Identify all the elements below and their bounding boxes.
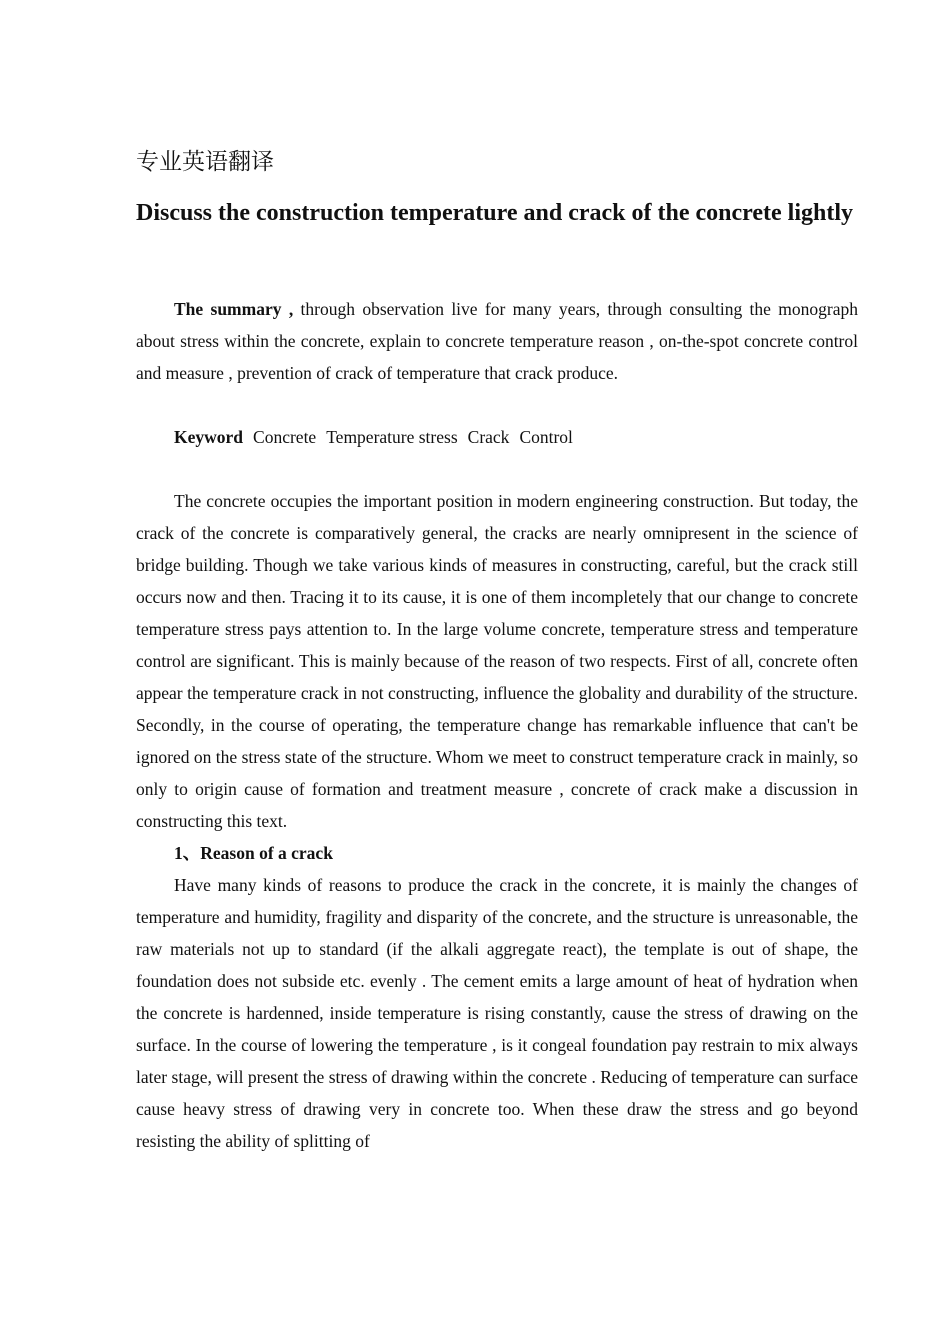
keyword-item: Temperature stress: [326, 427, 458, 447]
intro-paragraph: The concrete occupies the important position in modern engineering construction. But today, the crack of the concrete is comparatively general, the cracks are nearly omnipresent in the science of bridge building. Though we take various kinds of measures in constructing, careful, but the crack still occurs now and then. Tracing it to its cause, it is one of them incompletely that our change to concrete temperature stress pays attention to. In the large volume concrete, temperature stress and temperature control are significant. This is mainly because of the reason of two respects. First of all, concrete often appear the temperature crack in not constructing, influence the globality and durability of the structure. Secondly, in the course of operating, the temperature change has remarkable influence that can't be ignored on the stress state of the structure. Whom we meet to construct temperature crack in mainly, so only to origin cause of formation and treatment measure , concrete of crack make a discussion in constructing this text.: [136, 491, 858, 831]
keyword-item: Crack: [467, 427, 510, 447]
keyword-item: Concrete: [253, 427, 317, 447]
document-page: [136, 140, 858, 1157]
section-heading: 1、Reason of a crack: [174, 843, 333, 863]
summary-label: The summary ,: [174, 299, 294, 319]
keyword-item: Control: [519, 427, 573, 447]
keyword-line: [136, 421, 858, 453]
keyword-label: Keyword: [174, 427, 244, 447]
section-paragraph: Have many kinds of reasons to produce the crack in the concrete, it is mainly the changes of temperature and humidity, fragility and disparity of the concrete, and the structure is unreasonable, the raw materials not up to standard (if the alkali aggregate react), the template is out of shape, the foundation does not subside etc. evenly . The cement emits a large amount of heat of hydration when the concrete is hardenned, inside temperature is rising constantly, cause the stress of drawing on the surface. In the course of lowering the temperature , is it congeal foundation pay restrain to mix always later stage, will present the stress of drawing within the concrete . Reducing of temperature can surface cause heavy stress of drawing very in concrete too. When these draw the stress and go beyond resisting the ability of splitting of: [136, 875, 858, 1151]
english-title: Discuss the construction temperature and crack of the concrete lightly: [136, 200, 853, 226]
chinese-title: 专业英语翻译: [136, 149, 274, 175]
summary-text: through observation live for many years, through consulting the monograph about stress within the concrete, explain to concrete temperature reason , on-the-spot concrete control and measure , prevention of crack of temperature that crack produce.: [136, 299, 858, 383]
summary-paragraph: [136, 293, 858, 389]
